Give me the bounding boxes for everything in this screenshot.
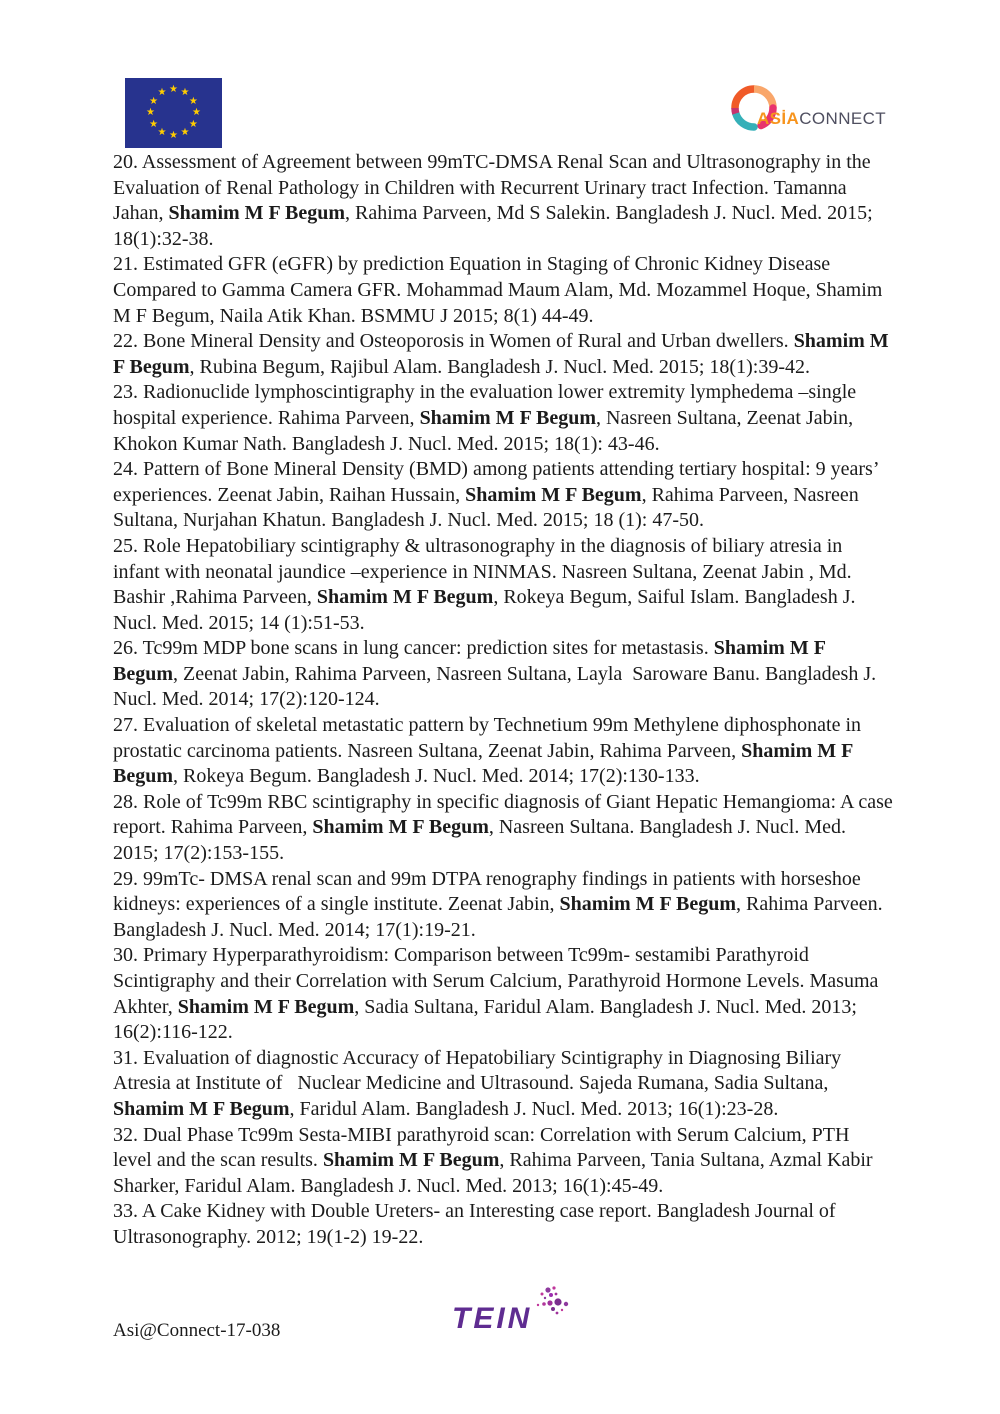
- asiaconnect-logo: [728, 82, 893, 142]
- eu-star-icon: ★: [180, 87, 190, 99]
- eu-star-icon: ★: [188, 95, 198, 107]
- tein-starburst-icon: [524, 1284, 570, 1326]
- eu-star-icon: ★: [188, 118, 198, 130]
- publication-author-bold: Shamim M F Begum: [113, 637, 831, 685]
- asiaconnect-asia-text: ASİA: [757, 109, 800, 128]
- publication-author-bold: Shamim M F Begum: [168, 202, 346, 225]
- publication-item: [113, 1046, 893, 1123]
- publication-author-bold: Shamim M F Begum: [465, 483, 642, 506]
- publication-item: [113, 329, 893, 380]
- publication-text: , Sadia Sultana, Faridul Alam. Bangladesh J. Nucl. Med. 2013; 16(2):116-122.: [113, 995, 862, 1044]
- publication-text: 30. Primary Hyperparathyroidism: Comparison between Tc99m- sestamibi Parathyroid Scintigraphy and their Correlation with Serum Calcium, Parathyroid Hormone Levels. Masuma Akhter,: [113, 944, 883, 1018]
- publication-author-bold: Shamim M F Begum: [113, 739, 858, 788]
- publication-author-bold: Shamim M F Begum: [322, 1149, 500, 1172]
- publication-item: [113, 457, 893, 534]
- publication-text: , Rahima Parveen, Nasreen Sultana, Nurjahan Khatun. Bangladesh J. Nucl. Med. 2015; 18 (1): 47-50.: [113, 483, 864, 532]
- publications-list: [113, 150, 898, 1251]
- asiaconnect-connect-text: CONNECT: [799, 109, 887, 128]
- publication-item: [113, 1123, 893, 1200]
- eu-star-icon: ★: [192, 107, 201, 118]
- publication-text: , Rubina Begum, Rajibul Alam. Bangladesh J. Nucl. Med. 2015; 18(1):39-42.: [189, 355, 810, 378]
- publication-text: 33. A Cake Kidney with Double Ureters- an Interesting case report. Bangladesh Journal of Ultrasonography. 2012; 19(1-2) 19-22.: [113, 1200, 841, 1248]
- publication-text: 20. Assessment of Agreement between 99mTC-DMSA Renal Scan and Ultrasonography in the Evaluation of Renal Pathology in Children with Recurrent Urinary tract Infection. Tamanna Jahan,: [113, 151, 876, 225]
- eu-star-icon: ★: [146, 107, 155, 118]
- publication-author-bold: Shamim M F Begum: [177, 995, 355, 1018]
- publication-item: [113, 380, 893, 457]
- eu-star-icon: ★: [180, 126, 190, 138]
- publication-item: [113, 252, 893, 329]
- publication-item: [113, 1199, 893, 1250]
- publication-text: , Faridul Alam. Bangladesh J. Nucl. Med. 2013; 16(1):23-28.: [289, 1097, 779, 1120]
- publication-author-bold: Shamim M F Begum: [113, 330, 894, 378]
- publication-text: 32. Dual Phase Tc99m Sesta-MIBI parathyroid scan: Correlation with Serum Calcium, PTH level and the scan results.: [113, 1123, 855, 1172]
- asiaconnect-wordmark: [757, 109, 886, 129]
- publication-text: 29. 99mTc- DMSA renal scan and 99m DTPA renography findings in patients with horseshoe kidneys: experiences of a single institute. Zeenat Jabin,: [113, 867, 866, 916]
- eu-star-icon: ★: [169, 130, 178, 141]
- publication-item: [113, 790, 898, 867]
- eu-star-icon: ★: [149, 95, 159, 107]
- publication-author-bold: Shamim M F Begum: [312, 816, 489, 839]
- tein-wordmark: TEIN: [452, 1302, 533, 1335]
- publication-item: [113, 867, 893, 944]
- publication-author-bold: Shamim M F Begum: [316, 586, 494, 609]
- publication-text: , Rahima Parveen. Bangladesh J. Nucl. Med. 2014; 17(1):19-21.: [113, 893, 888, 941]
- publication-author-bold: Shamim M F Begum: [113, 1097, 290, 1120]
- publication-item: [113, 713, 893, 790]
- eu-star-icon: ★: [157, 126, 167, 138]
- publication-text: 23. Radionuclide lymphoscintigraphy in the evaluation lower extremity lymphedema –single hospital experience. Rahima Parveen,: [113, 381, 862, 429]
- publication-text: , Zeenat Jabin, Rahima Parveen, Nasreen Sultana, Layla Saroware Banu. Bangladesh J. Nucl. Med. 2014; 17(2):120-124.: [113, 662, 882, 711]
- publication-text: 22. Bone Mineral Density and Osteoporosis in Women of Rural and Urban dwellers.: [113, 330, 794, 353]
- publication-item: [113, 636, 893, 713]
- publication-text: 28. Role of Tc99m RBC scintigraphy in specific diagnosis of Giant Hepatic Hemangioma: A case report. Rahima Parveen,: [113, 790, 898, 839]
- publication-item: [113, 534, 893, 636]
- publication-text: , Rahima Parveen, Tania Sultana, Azmal Kabir Sharker, Faridul Alam. Bangladesh J. Nucl. Med. 2013; 16(1):45-49.: [113, 1149, 878, 1197]
- eu-star-icon: ★: [157, 87, 167, 99]
- publication-text: 24. Pattern of Bone Mineral Density (BMD) among patients attending tertiary hospital: 9 years’ experiences. Zeenat Jabin, Raihan Hussain,: [113, 458, 884, 506]
- publication-text: , Nasreen Sultana, Zeenat Jabin, Khokon Kumar Nath. Bangladesh J. Nucl. Med. 2015; 18(1): 43-46.: [113, 406, 859, 455]
- eu-star-icon: ★: [149, 118, 159, 130]
- publication-text: 21. Estimated GFR (eGFR) by prediction Equation in Staging of Chronic Kidney Disease Compared to Gamma Camera GFR. Mohammad Maum Alam, Md. Mozammel Hoque, Shamim M F Begum, Naila Atik Khan. BSMMU J 2015; 8(1) 44-49.: [113, 253, 888, 327]
- eu-star-icon: ★: [169, 84, 178, 95]
- publication-author-bold: Shamim M F Begum: [559, 893, 737, 916]
- publication-text: 26. Tc99m MDP bone scans in lung cancer: prediction sites for metastasis.: [113, 637, 714, 660]
- tein-logo: [452, 1302, 572, 1352]
- publication-text: , Rahima Parveen, Md S Salekin. Bangladesh J. Nucl. Med. 2015; 18(1):32-38.: [113, 202, 878, 250]
- publication-text: , Rokeya Begum. Bangladesh J. Nucl. Med. 2014; 17(2):130-133.: [173, 765, 700, 788]
- publication-author-bold: Shamim M F Begum: [419, 406, 597, 429]
- publication-text: , Nasreen Sultana. Bangladesh J. Nucl. Med. 2015; 17(2):153-155.: [113, 816, 851, 865]
- publication-item: [113, 150, 893, 252]
- eu-flag-icon: [125, 78, 222, 148]
- publication-item: [113, 943, 893, 1045]
- publication-text: 27. Evaluation of skeletal metastatic pattern by Technetium 99m Methylene diphosphonate in prostatic carcinoma patients. Nasreen Sultana, Zeenat Jabin, Rahima Parveen,: [113, 714, 867, 762]
- publication-text: 25. Role Hepatobiliary scintigraphy & ultrasonography in the diagnosis of biliary atresia in infant with neonatal jaundice –experience in NINMAS. Nasreen Sultana, Zeenat Jabin , Md. Bashir ,Rahima Parveen,: [113, 534, 857, 609]
- footer-reference: Asi@Connect-17-038: [113, 1320, 281, 1341]
- publication-text: 31. Evaluation of diagnostic Accuracy of Hepatobiliary Scintigraphy in Diagnosing Biliary Atresia at Institute of Nuclear Medicine and Ultrasound. Sajeda Rumana, Sadia Sultana,: [113, 1046, 846, 1095]
- publication-text: , Rokeya Begum, Saiful Islam. Bangladesh J. Nucl. Med. 2015; 14 (1):51-53.: [113, 586, 861, 634]
